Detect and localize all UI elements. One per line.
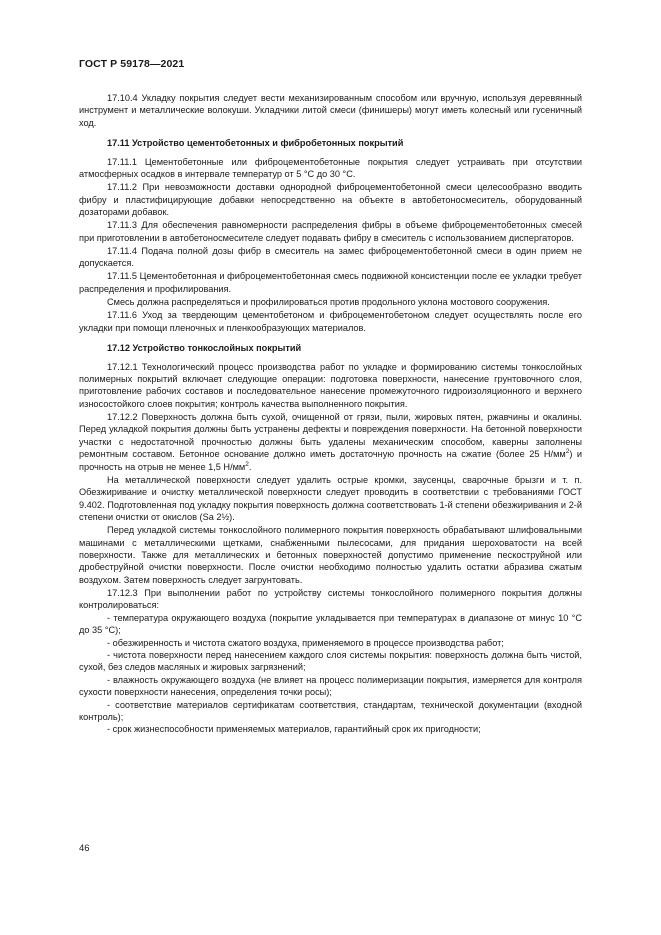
paragraph-metal-surface: На металлической поверхности следует удалить острые кромки, заусенцы, сварочные брызги и т. п. Обезжиривание и очистку металлической поверхности следует проводить в соответствии с требованиями ГОСТ 9.402. Подготовленная под укладку покрытия поверхность должна соответствовать 1-й степени обезжиривания и 2-й степени очистки от окислов (Sa 2½). (79, 474, 582, 522)
paragraph-17-12-2-text-b: ) и прочность на отрыв не менее 1,5 Н/мм (79, 449, 582, 472)
list-item: - соответствие материалов сертификатам соответствия, стандартам, технической документации (входной контроль); (79, 699, 582, 723)
paragraph-grinding: Перед укладкой системы тонкослойного полимерного покрытия поверхность обрабатывают шлифовальными машинами с металлическими щетками, снабженными пылесосами, для придания шероховатости на всей поверхности. Также для металлических и бетонных поверхностей допустимо применение пескоструйной или дробеструйной очистки поверхности. После очистки необходимо полностью удалить остатки абразива сжатым воздухом. Затем поверхность следует загрунтовать. (79, 525, 582, 585)
page-number: 46 (79, 843, 90, 854)
paragraph-17-12-2-text-c: . (248, 461, 252, 472)
paragraph-17-11-4: 17.11.4 Подача полной дозы фибр в смеситель на замес фиброцементобетонной смеси в один прием не допускается. (79, 245, 582, 269)
paragraph-17-12-2-text-a: 17.12.2 Поверхность должна быть сухой, очищенной от грязи, пыли, жировых пятен, ржавчины и окалины. Перед укладкой покрытия должны быть устранены дефекты и повреждения поверхности. На бетонной поверхности участки с недостаточной прочностью должны быть удалены механическим способом, каверны заполнены ремонтным составом. Бетонное основание должно иметь достаточную прочность на сжатие (более 25 Н/мм (79, 411, 582, 460)
list-item: - обезжиренность и чистота сжатого воздуха, применяемого в процессе производства работ; (107, 637, 504, 648)
document-body (79, 92, 582, 736)
paragraph-17-11-2: 17.11.2 При невозможности доставки однородной фиброцементобетонной смеси целесообразно вводить фибру и пластифицирующие добавки непосредственно на объекте в автобетоносмеситель, оборудованный дозаторами добавок. (79, 182, 582, 218)
paragraph-17-11-6: 17.11.6 Уход за твердеющим цементобетоном и фиброцементобетоном следует осуществлять после его укладки при помощи пленочных и пленкообразующих материалов. (79, 310, 582, 333)
paragraph-17-11-3: 17.11.3 Для обеспечения равномерности распределения фибры в объеме фиброцементобетонных смесей при приготовлении в автобетоносмесителе следует подавать фибру в смеситель с использованием диспергаторов. (79, 220, 582, 243)
paragraph-17-11-5-continued: Смесь должна распределяться и профилироваться против продольного уклона мостового сооружения. (107, 297, 550, 308)
paragraph-17-12-1: 17.12.1 Технологический процесс производства работ по укладке и формированию системы тонкослойных полимерных покрытий включает следующие операции: подготовка поверхности, нанесение грунтовочного слоя, приготовление рабочих составов и последовательное нанесение промежуточного гидроизоляционного и верхнего износостойкого слоев покрытия; контроль качества выполненного покрытия. (79, 361, 582, 409)
list-item: - влажность окружающего воздуха (не влияет на процесс полимеризации покрытия, измеряется для контроля сухости поверхности нанесения, определения точки росы); (79, 674, 582, 698)
document-code: ГОСТ Р 59178—2021 (79, 58, 185, 70)
heading-17-12: 17.12 Устройство тонкослойных покрытий (107, 343, 302, 354)
paragraph-17-12-3: 17.12.3 При выполнении работ по устройству системы тонкослойного полимерного покрытия должны контролироваться: (79, 588, 582, 611)
superscript-squared: 2 (565, 448, 570, 456)
heading-17-11: 17.11 Устройство цементобетонных и фибробетонных покрытий (107, 138, 404, 149)
paragraph-17-12-2 (79, 411, 582, 473)
paragraph-17-10-4: 17.10.4 Укладку покрытия следует вести механизированным способом или вручную, используя деревянный инструмент и металлические волокуши. Укладчики литой смеси (финишеры) могут иметь колесный или гусеничный ход. (79, 93, 582, 128)
paragraph-17-11-5: 17.11.5 Цементобетонная и фиброцементобетонная смесь подвижной консистенции после ее укладки требует распределения и профилирования. (79, 271, 582, 294)
list-item: - чистота поверхности перед нанесением каждого слоя системы покрытия: поверхность должна быть чистой, сухой, без следов масляных и жировых загрязнений; (79, 650, 582, 673)
paragraph-17-11-1: 17.11.1 Цементобетонные или фиброцементобетонные покрытия следует устраивать при отсутствии атмосферных осадков в интервале температур от 5 °С до 30 °С. (79, 156, 582, 180)
list-item: - температура окружающего воздуха (покрытие укладывается при температурах в диапазоне от минус 10 °С до 35 °С); (79, 612, 582, 636)
superscript-squared: 2 (245, 460, 249, 468)
list-item: - срок жизнеспособности применяемых материалов, гарантийный срок их пригодности; (107, 724, 481, 735)
